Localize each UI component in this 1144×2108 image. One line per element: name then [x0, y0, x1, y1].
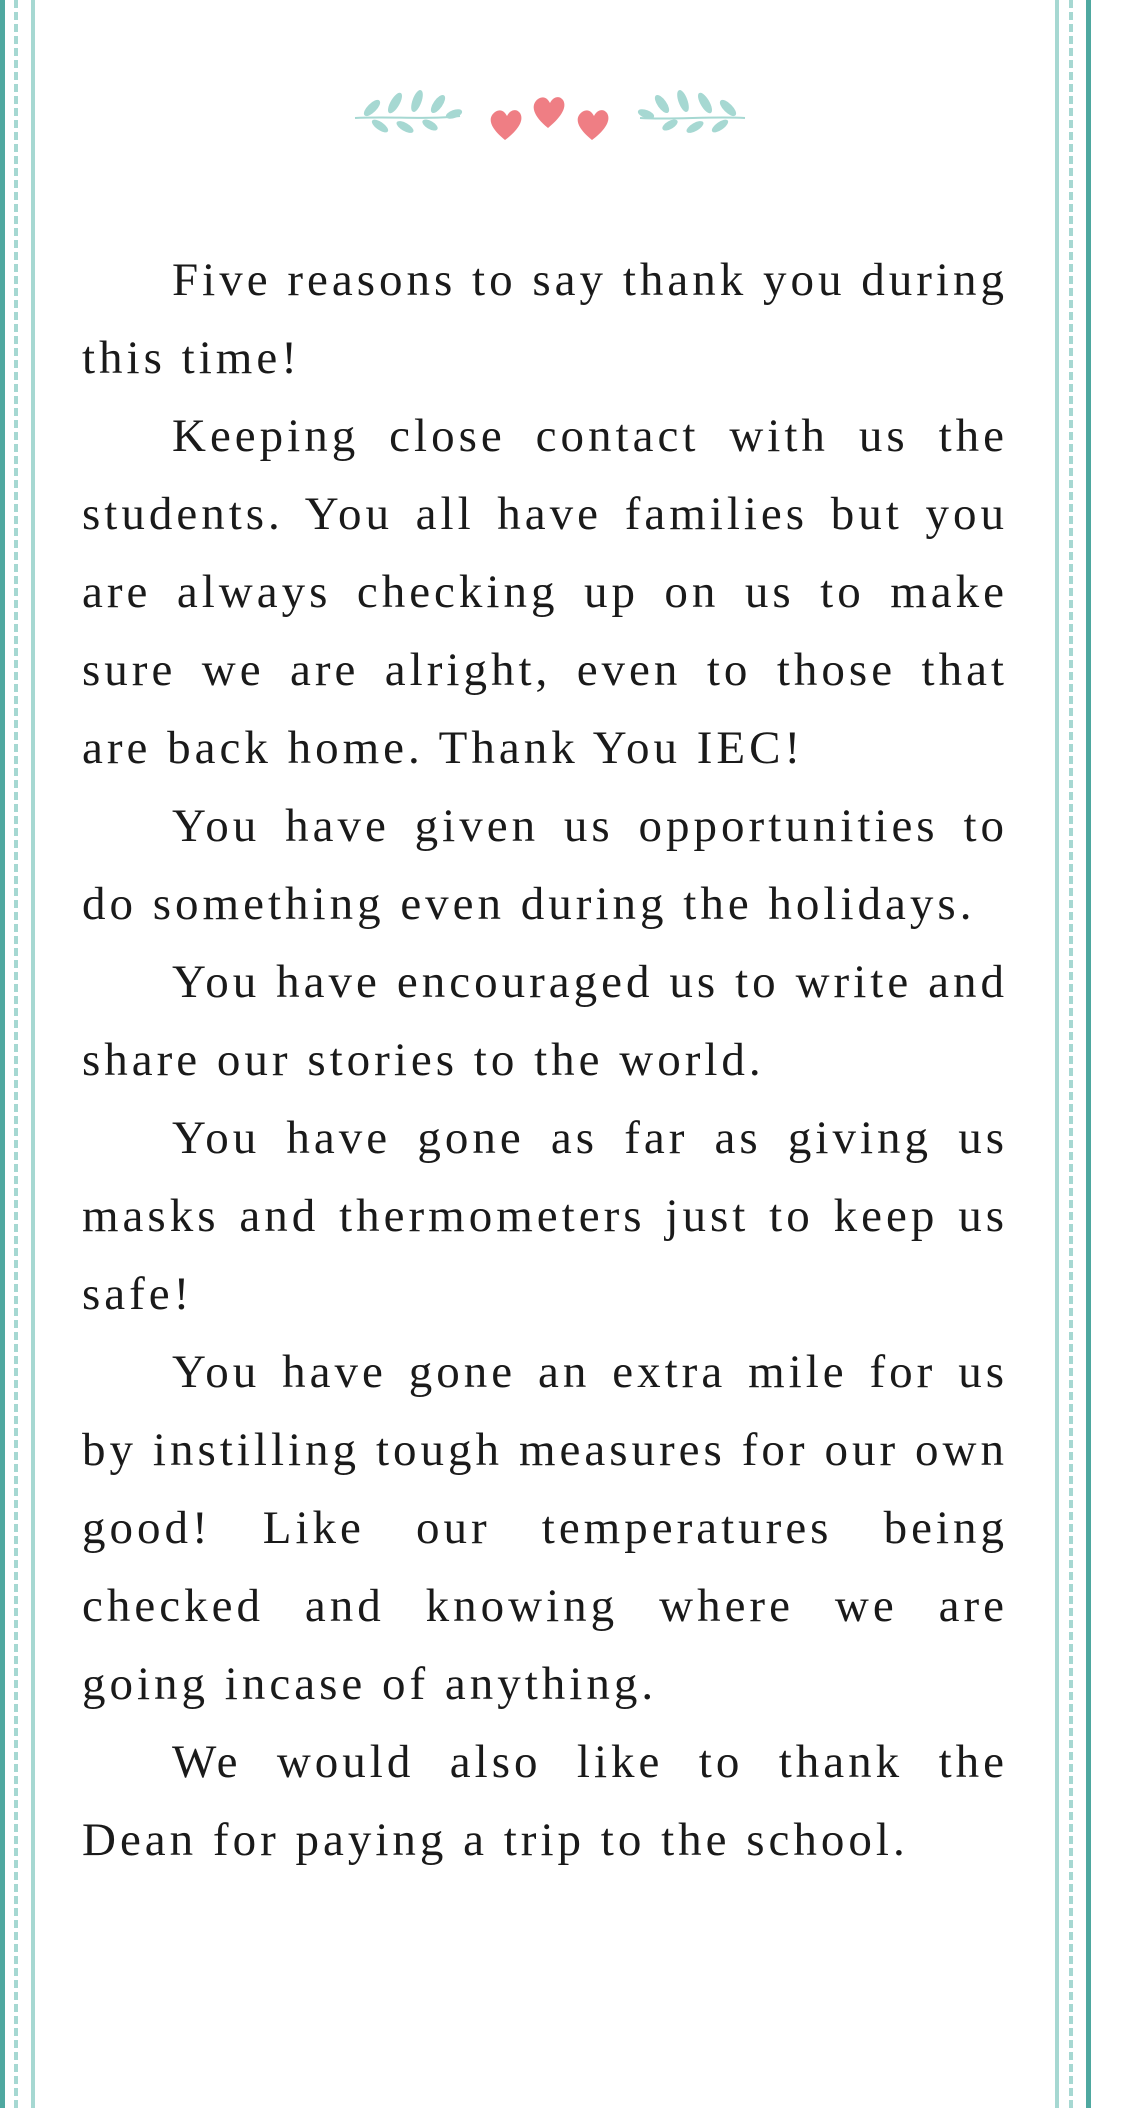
border-line-outer	[0, 0, 5, 2108]
heart-icon	[534, 97, 565, 128]
paragraph-reason-opportunities: You have given us opportunities to do something even during the holidays.	[82, 800, 1008, 930]
heart-icon	[578, 110, 609, 140]
border-line-outer	[1086, 0, 1091, 2108]
paragraph-dean: We would also like to thank the Dean for paying a trip to the school.	[82, 1736, 1008, 1866]
right-border	[1055, 0, 1095, 2108]
border-line-dashed	[14, 0, 18, 2108]
paragraph-reason-stories: You have encouraged us to write and share our stories to the world.	[82, 956, 1008, 1086]
heart-icon	[491, 110, 522, 140]
leaf-sprig-icon	[637, 89, 745, 134]
border-line-dashed	[1069, 0, 1073, 2108]
left-border	[0, 0, 40, 2108]
border-line-inner	[1055, 0, 1059, 2108]
paragraph-reason-masks: You have gone as far as giving us masks and thermometers just to keep us safe!	[82, 1112, 1008, 1320]
border-line-inner	[31, 0, 35, 2108]
paragraph-reason-contact: Keeping close contact with us the students. You all have families but you are always checking up on us to make sure we are alright, even to those that are back home. Thank You IEC!	[82, 410, 1008, 774]
paragraph-intro: Five reasons to say thank you during this time!	[82, 254, 1008, 384]
paragraph-reason-measures: You have gone an extra mile for us by instilling tough measures for our own good! Like our temperatures being checked and knowing where we are going incase of anything.	[82, 1346, 1008, 1710]
header-ornament	[350, 70, 750, 140]
leaf-sprig-icon	[355, 89, 463, 134]
letter-body	[82, 241, 1008, 1879]
